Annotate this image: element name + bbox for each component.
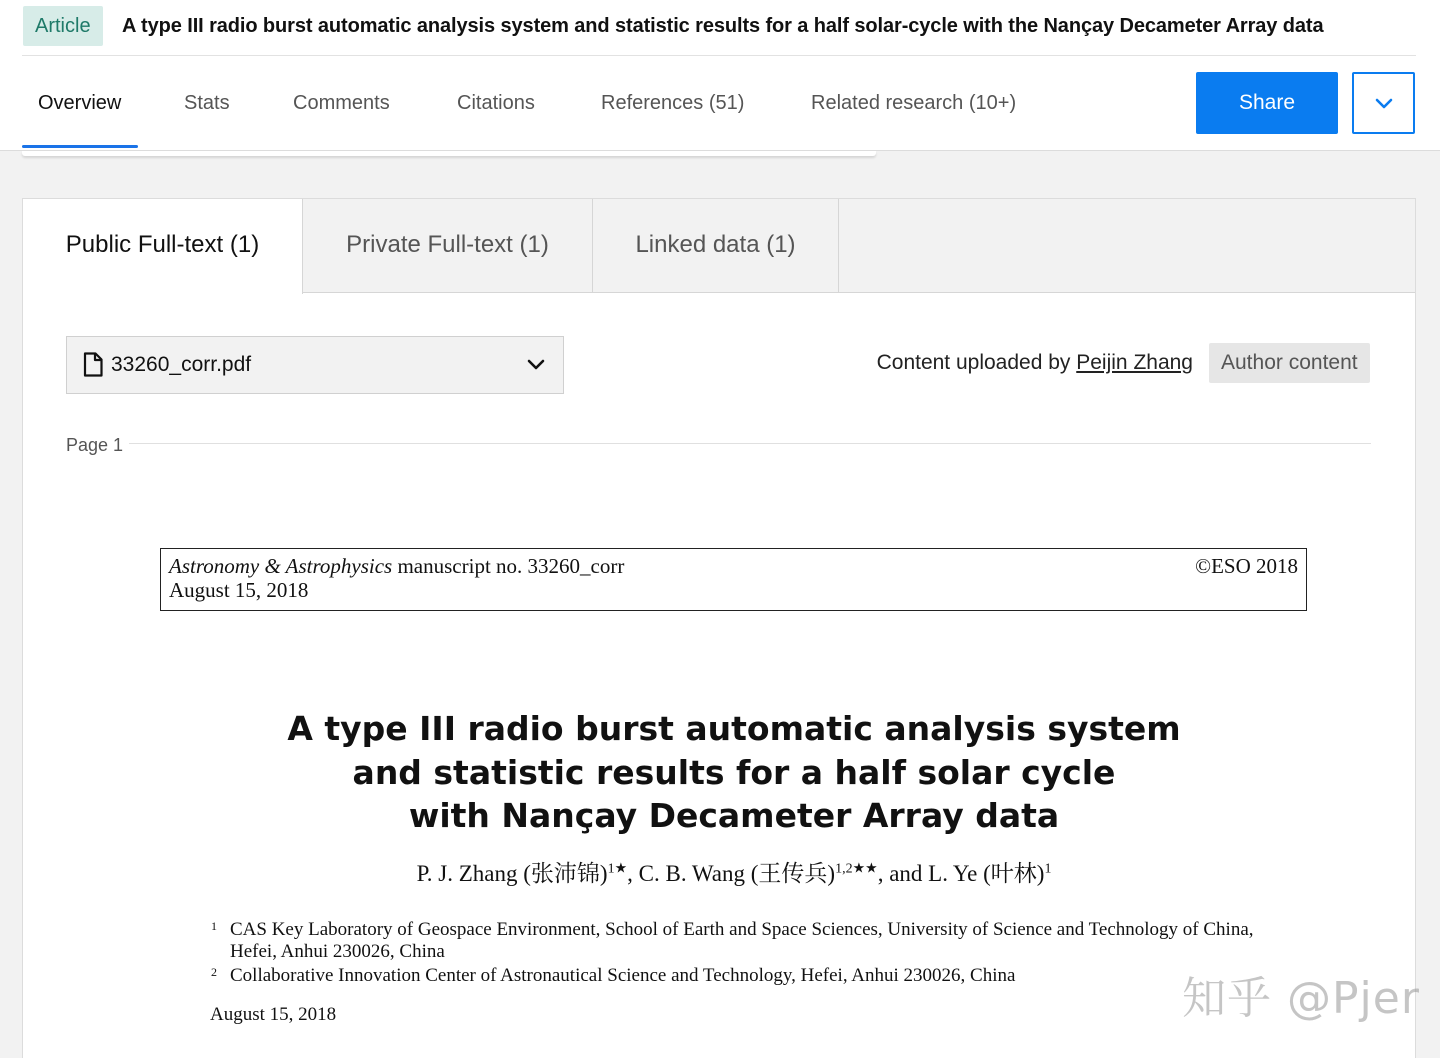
manuscript-header-box <box>160 548 1307 611</box>
affiliation <box>211 965 1016 987</box>
affiliation-number: 1 <box>211 919 217 933</box>
paper-date: August 15, 2018 <box>210 1004 337 1025</box>
journal-name: Astronomy & Astrophysics <box>169 554 393 578</box>
author-name: , C. B. Wang (王传兵) <box>627 861 836 886</box>
uploader-link[interactable]: Peijin Zhang <box>1076 351 1193 374</box>
affiliation-text: Collaborative Innovation Center of Astronautical Science and Technology, Hefei, Anhui 230026, China <box>230 965 1016 986</box>
author-affiliation-mark: 1★ <box>607 861 628 877</box>
affiliation-text: CAS Key Laboratory of Geospace Environment, School of Earth and Space Sciences, University of Science and Technology of China, Hefei, Anhui 230026, China <box>230 919 1254 962</box>
chevron-down-icon <box>1375 96 1393 110</box>
paper-title <box>23 707 1440 838</box>
tab-private-fulltext[interactable]: Private Full-text (1) <box>303 199 593 293</box>
author-name: P. J. Zhang (张沛锦) <box>416 861 608 886</box>
affiliation <box>211 919 1254 962</box>
author-name: , and L. Ye (叶林) <box>877 861 1045 886</box>
document-icon <box>83 352 103 377</box>
tab-related-research[interactable]: Related research (10+) <box>811 92 1017 114</box>
manuscript-date: August 15, 2018 <box>169 578 309 602</box>
manuscript-number: manuscript no. 33260_corr <box>392 554 625 578</box>
fulltext-tabs <box>23 199 1415 293</box>
fulltext-card <box>22 198 1416 1058</box>
tab-citations[interactable]: Citations <box>457 92 535 114</box>
upload-prefix: Content uploaded by <box>876 351 1077 374</box>
author-affiliation-mark: 1,2★★ <box>835 861 878 877</box>
paper-title-line: A type III radio burst automatic analysis system <box>287 709 1181 748</box>
chevron-down-icon <box>527 357 545 371</box>
tab-linked-data[interactable]: Linked data (1) <box>593 199 839 293</box>
tab-overview[interactable]: Overview <box>38 92 122 114</box>
share-button[interactable]: Share <box>1196 72 1338 134</box>
upload-info <box>877 343 1193 383</box>
author-list <box>23 855 1440 888</box>
author-content-badge: Author content <box>1209 343 1370 383</box>
active-tab-indicator <box>22 145 138 148</box>
watermark: 知乎 @Pjer <box>1182 973 1420 1024</box>
title-row <box>22 6 1416 56</box>
article-title: A type III radio burst automatic analysis system and statistic results for a half solar-cycle with the Nançay Decameter Array data <box>122 15 1324 37</box>
affiliation-number: 2 <box>211 965 217 979</box>
author-affiliation-mark: 1 <box>1044 861 1052 877</box>
paper-title-line: with Nançay Decameter Array data <box>408 796 1060 835</box>
tab-references[interactable]: References (51) <box>601 92 745 114</box>
tab-comments[interactable]: Comments <box>293 92 390 114</box>
page-divider <box>129 443 1371 444</box>
tab-public-fulltext[interactable]: Public Full-text (1) <box>23 199 303 294</box>
article-type-badge: Article <box>23 6 103 46</box>
paper-title-line: and statistic results for a half solar cycle <box>352 752 1116 792</box>
copyright: ©ESO 2018 <box>1195 554 1298 578</box>
manuscript-line <box>169 554 624 579</box>
file-select[interactable] <box>66 336 564 394</box>
article-header <box>0 0 1440 151</box>
file-name: 33260_corr.pdf <box>111 353 252 376</box>
page-label: Page 1 <box>66 435 124 455</box>
nav-shadow <box>22 151 876 156</box>
tab-stats[interactable]: Stats <box>184 92 230 114</box>
more-options-button[interactable] <box>1352 72 1415 134</box>
